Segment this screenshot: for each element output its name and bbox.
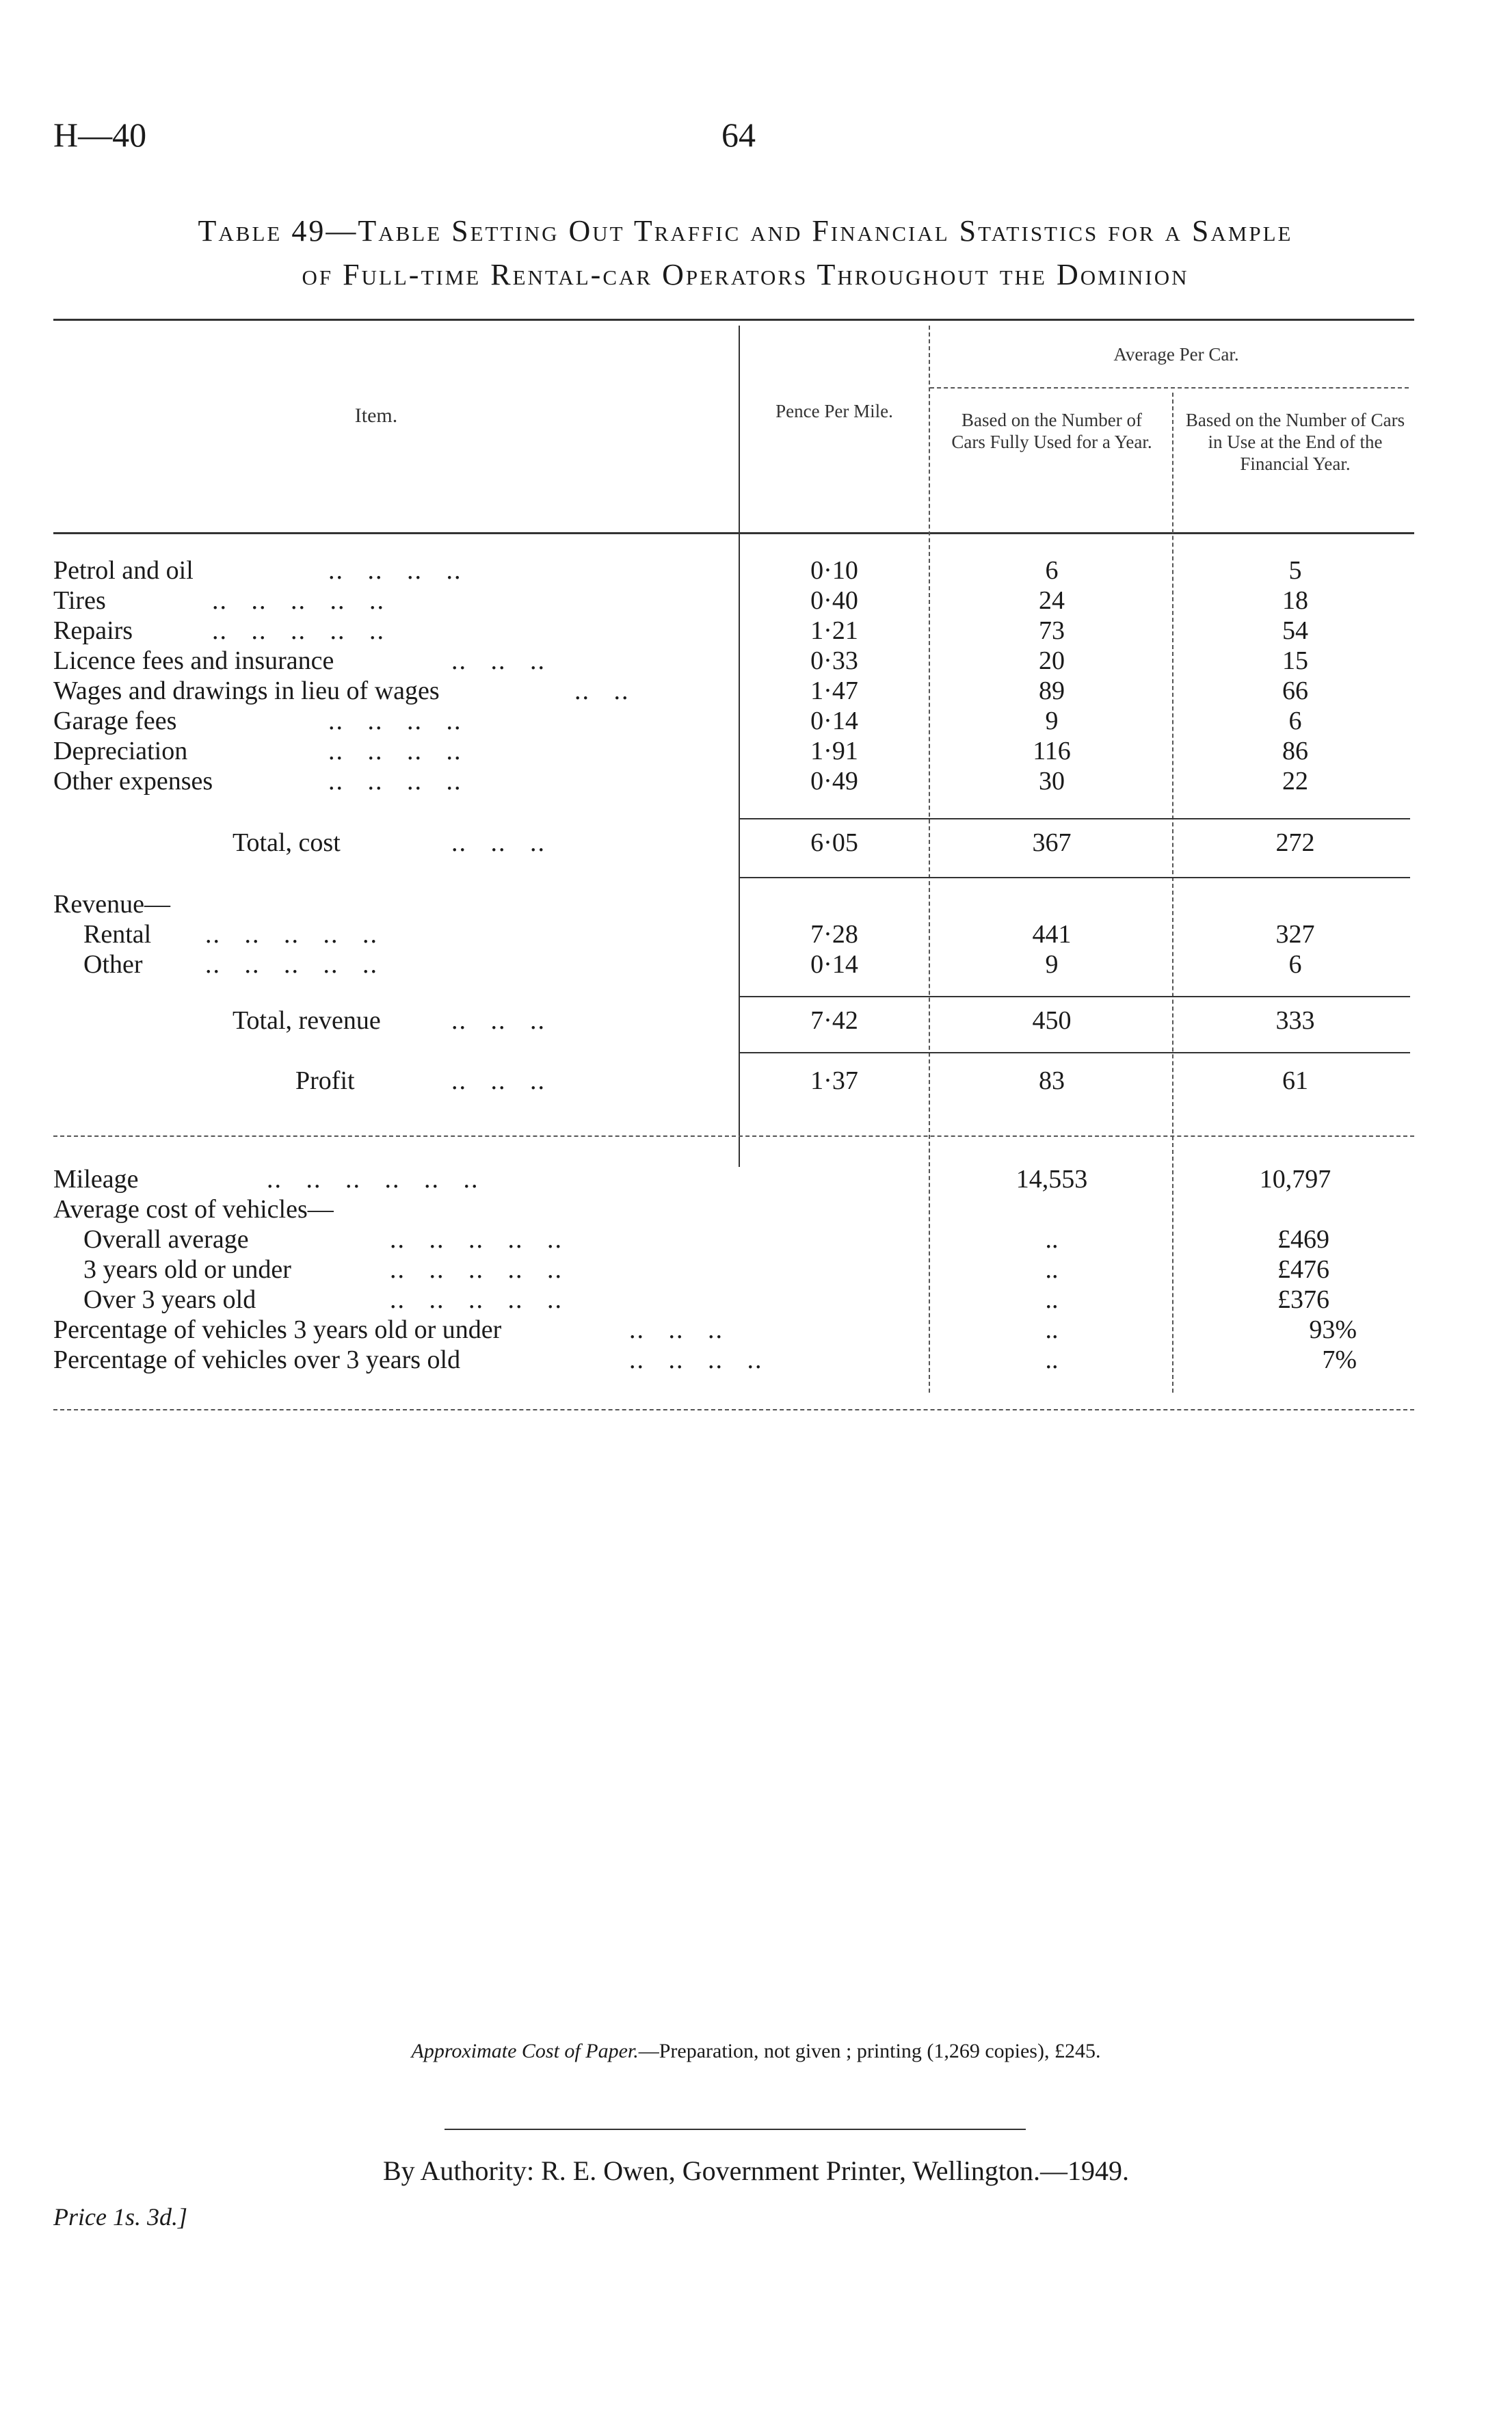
row-pence: 1·91	[810, 737, 858, 765]
table-row	[0, 706, 1512, 736]
profit-fully-used: 83	[1039, 1066, 1065, 1095]
row-in-use: 6	[1288, 950, 1302, 979]
row-fully-used: ..	[1045, 1255, 1059, 1284]
row-fully-used: 441	[1032, 920, 1072, 949]
cost-total-rule	[740, 818, 1410, 819]
row-in-use: 15	[1282, 646, 1308, 675]
table-row	[0, 1224, 1512, 1254]
revenue-heading: Revenue—	[53, 890, 170, 919]
profit-row	[0, 1066, 1512, 1096]
row-pence: 0·14	[810, 707, 858, 735]
profit-in-use: 61	[1282, 1066, 1308, 1095]
leader-dots: .. ..	[574, 676, 630, 705]
column-header-fully-used: Based on the Number of Cars Fully Used for a Year.	[951, 410, 1152, 452]
row-in-use: £476	[1277, 1255, 1329, 1284]
leader-dots: .. .. .. ..	[328, 767, 462, 796]
row-item: Licence fees and insurance	[53, 646, 334, 675]
table-top-rule	[53, 319, 1414, 321]
table-row	[0, 555, 1512, 586]
row-fully-used: 20	[1039, 646, 1065, 675]
row-item: Tires	[53, 586, 106, 615]
table-row	[0, 736, 1512, 766]
leader-dots: .. .. .. .. ..	[390, 1285, 563, 1314]
row-fully-used: 73	[1039, 616, 1065, 645]
row-item: Other	[83, 950, 143, 979]
table-row	[0, 586, 1512, 616]
total-revenue-label: Total, revenue	[233, 1006, 381, 1035]
price-line: Price 1s. 3d.]	[53, 2203, 187, 2231]
row-item: Depreciation	[53, 737, 188, 765]
row-item: Percentage of vehicles over 3 years old	[53, 1345, 461, 1374]
row-item: Percentage of vehicles 3 years old or under	[53, 1315, 502, 1344]
mileage-in-use: 10,797	[1259, 1165, 1331, 1194]
row-in-use: 93%	[1309, 1315, 1357, 1344]
paper-cost-note	[0, 2040, 1512, 2063]
row-in-use: £376	[1277, 1285, 1329, 1314]
total-cost-in-use: 272	[1275, 828, 1315, 857]
row-pence: 0·33	[810, 646, 858, 675]
row-item: Petrol and oil	[53, 556, 194, 585]
vehicle-cost-heading-row	[0, 1194, 1512, 1224]
row-pence: 7·28	[810, 920, 858, 949]
total-revenue-bottom-rule	[740, 1052, 1410, 1053]
row-in-use: 54	[1282, 616, 1308, 645]
table-row	[0, 919, 1512, 949]
row-item: Rental	[83, 920, 152, 949]
row-pence: 0·40	[810, 586, 858, 615]
leader-dots: .. .. .. ..	[328, 707, 462, 735]
row-in-use: 7%	[1322, 1345, 1357, 1374]
leader-dots: .. .. .. .. ..	[390, 1255, 563, 1284]
leader-dots: .. .. .. ..	[328, 556, 462, 585]
total-revenue-row	[0, 1006, 1512, 1036]
row-item: Over 3 years old	[83, 1285, 256, 1314]
row-in-use: £469	[1277, 1225, 1329, 1254]
row-pence: 0·14	[810, 950, 858, 979]
total-revenue-pence: 7·42	[810, 1006, 858, 1035]
leader-dots: .. .. .. .. ..	[205, 920, 378, 949]
row-fully-used: ..	[1045, 1315, 1059, 1344]
total-cost-fully-used: 367	[1032, 828, 1072, 857]
table-title-line-2: of Full-time Rental-car Operators Throughout the Dominion	[302, 258, 1189, 291]
mileage-label: Mileage	[53, 1165, 139, 1194]
table-row	[0, 1285, 1512, 1315]
row-fully-used: 9	[1045, 707, 1059, 735]
column-header-in-use: Based on the Number of Cars in Use at the End of the Financial Year.	[1185, 410, 1405, 474]
vehicle-cost-heading: Average cost of vehicles—	[53, 1195, 334, 1224]
table-row	[0, 676, 1512, 706]
paper-cost-label: Approximate Cost of Paper.	[411, 2040, 639, 2062]
row-pence: 1·47	[810, 676, 858, 705]
leader-dots: .. .. .. ..	[328, 737, 462, 765]
leader-dots: .. .. ..	[451, 1006, 546, 1035]
row-fully-used: 24	[1039, 586, 1065, 615]
total-cost-label: Total, cost	[233, 828, 341, 857]
row-in-use: 22	[1282, 767, 1308, 796]
middle-dashed-rule	[53, 1135, 1414, 1137]
column-header-average-per-car: Average Per Car.	[1113, 344, 1239, 365]
leader-dots: .. .. ..	[629, 1315, 724, 1344]
header-bottom-rule	[53, 532, 1414, 534]
table-row	[0, 949, 1512, 980]
column-header-pence: Pence Per Mile.	[775, 401, 893, 421]
row-fully-used: 6	[1045, 556, 1059, 585]
table-row	[0, 766, 1512, 796]
table-row	[0, 1345, 1512, 1375]
revenue-heading-row	[0, 889, 1512, 919]
footer-rule	[445, 2129, 1026, 2130]
row-fully-used: 89	[1039, 676, 1065, 705]
row-fully-used: ..	[1045, 1285, 1059, 1314]
revenue-total-rule	[740, 996, 1410, 997]
total-cost-row	[0, 828, 1512, 858]
leader-dots: .. .. .. .. ..	[212, 586, 385, 615]
row-pence: 0·10	[810, 556, 858, 585]
row-in-use: 5	[1288, 556, 1302, 585]
row-fully-used: 30	[1039, 767, 1065, 796]
row-pence: 1·21	[810, 616, 858, 645]
leader-dots: .. .. .. .. ..	[205, 950, 378, 979]
leader-dots: .. .. .. .. ..	[390, 1225, 563, 1254]
row-in-use: 327	[1275, 920, 1315, 949]
table-title-line-1: Table 49—Table Setting Out Traffic and Financial Statistics for a Sample	[198, 214, 1293, 248]
total-cost-pence: 6·05	[810, 828, 858, 857]
row-fully-used: ..	[1045, 1345, 1059, 1374]
mileage-fully-used: 14,553	[1016, 1165, 1088, 1194]
column-header-item: Item.	[354, 404, 398, 427]
document-reference: H—40	[53, 116, 147, 154]
row-in-use: 18	[1282, 586, 1308, 615]
authority-line: By Authority: R. E. Owen, Government Printer, Wellington.—1949.	[382, 2155, 1129, 2186]
table-row	[0, 616, 1512, 646]
row-fully-used: 116	[1033, 737, 1071, 765]
row-item: Overall average	[83, 1225, 249, 1254]
row-fully-used: ..	[1045, 1225, 1059, 1254]
paper-cost-text: —Preparation, not given ; printing (1,269 copies), £245.	[638, 2040, 1101, 2062]
total-cost-bottom-rule	[740, 877, 1410, 878]
table-row	[0, 646, 1512, 676]
total-revenue-fully-used: 450	[1032, 1006, 1072, 1035]
page-number: 64	[721, 116, 756, 154]
row-in-use: 86	[1282, 737, 1308, 765]
leader-dots: .. .. .. .. ..	[212, 616, 385, 645]
row-item: Repairs	[53, 616, 133, 645]
leader-dots: .. .. ..	[451, 646, 546, 675]
row-item: Wages and drawings in lieu of wages	[53, 676, 440, 705]
leader-dots: .. .. .. .. .. ..	[267, 1165, 479, 1194]
profit-pence: 1·37	[810, 1066, 858, 1095]
row-fully-used: 9	[1045, 950, 1059, 979]
table-row	[0, 1315, 1512, 1345]
leader-dots: .. .. ..	[451, 1066, 546, 1095]
leader-dots: .. .. ..	[451, 828, 546, 857]
table-row	[0, 1254, 1512, 1285]
profit-label: Profit	[295, 1066, 355, 1095]
table-bottom-rule	[53, 1409, 1414, 1410]
row-item: Other expenses	[53, 767, 213, 796]
row-in-use: 6	[1288, 707, 1302, 735]
mileage-row	[0, 1164, 1512, 1194]
row-item: 3 years old or under	[83, 1255, 291, 1284]
row-item: Garage fees	[53, 707, 177, 735]
row-pence: 0·49	[810, 767, 858, 796]
leader-dots: .. .. .. ..	[629, 1345, 763, 1374]
avg-group-rule	[930, 387, 1409, 389]
row-in-use: 66	[1282, 676, 1308, 705]
total-revenue-in-use: 333	[1275, 1006, 1315, 1035]
